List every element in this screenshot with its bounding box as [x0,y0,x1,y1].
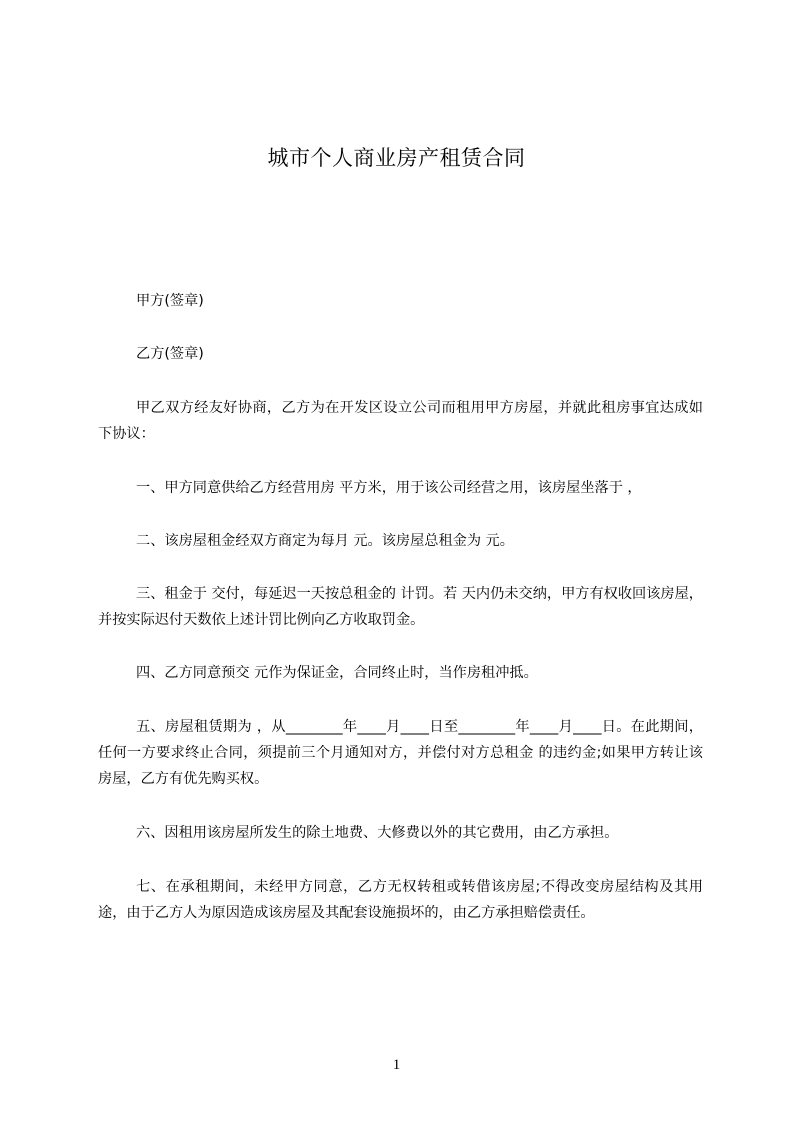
clause-2: 二、该房屋租金经双方商定为每月 元。该房屋总租金为 元。 [136,533,514,549]
clause-4: 四、乙方同意预交 元作为保证金，合同终止时，当作房租冲抵。 [136,665,538,681]
clause-1: 一、甲方同意供给乙方经营用房 平方米，用于该公司经营之用，该房屋坐落于 ， [136,480,642,496]
party-b-signature-line: 乙方(签章) [136,346,204,362]
clause-7: 七、在承租期间，未经甲方同意，乙方无权转租或转借该房屋;不得改变房屋结构及其用途，由于乙方人为原因造成该房屋及其配套设施损坏的，由乙方承担赔偿责任。 [98,879,703,921]
preamble-paragraph: 甲乙双方经友好协商，乙方为在开发区设立公司而租用甲方房屋，并就此租房事宜达成如下协议： [98,400,703,442]
page-number: 1 [392,1057,401,1073]
clause-5: 五、房屋租赁期为 ，从________年____月____日至________年____月____日。在此期间，任何一方要求终止合同，须提前三个月通知对方，并偿付对方总租金 的违约金;如果甲方转让该房屋，乙方有优先购买权。 [98,719,703,787]
clause-6: 六、因租用该房屋所发生的除土地费、大修费以外的其它费用，由乙方承担。 [136,825,619,841]
document-title: 城市个人商业房产租赁合同 [267,146,526,170]
party-a-signature-line: 甲方(签章) [136,293,204,309]
clause-3: 三、租金于 交付，每延迟一天按总租金的 计罚。若 天内仍未交纳，甲方有权收回该房屋，并按实际迟付天数依上述计罚比例向乙方收取罚金。 [98,586,703,628]
